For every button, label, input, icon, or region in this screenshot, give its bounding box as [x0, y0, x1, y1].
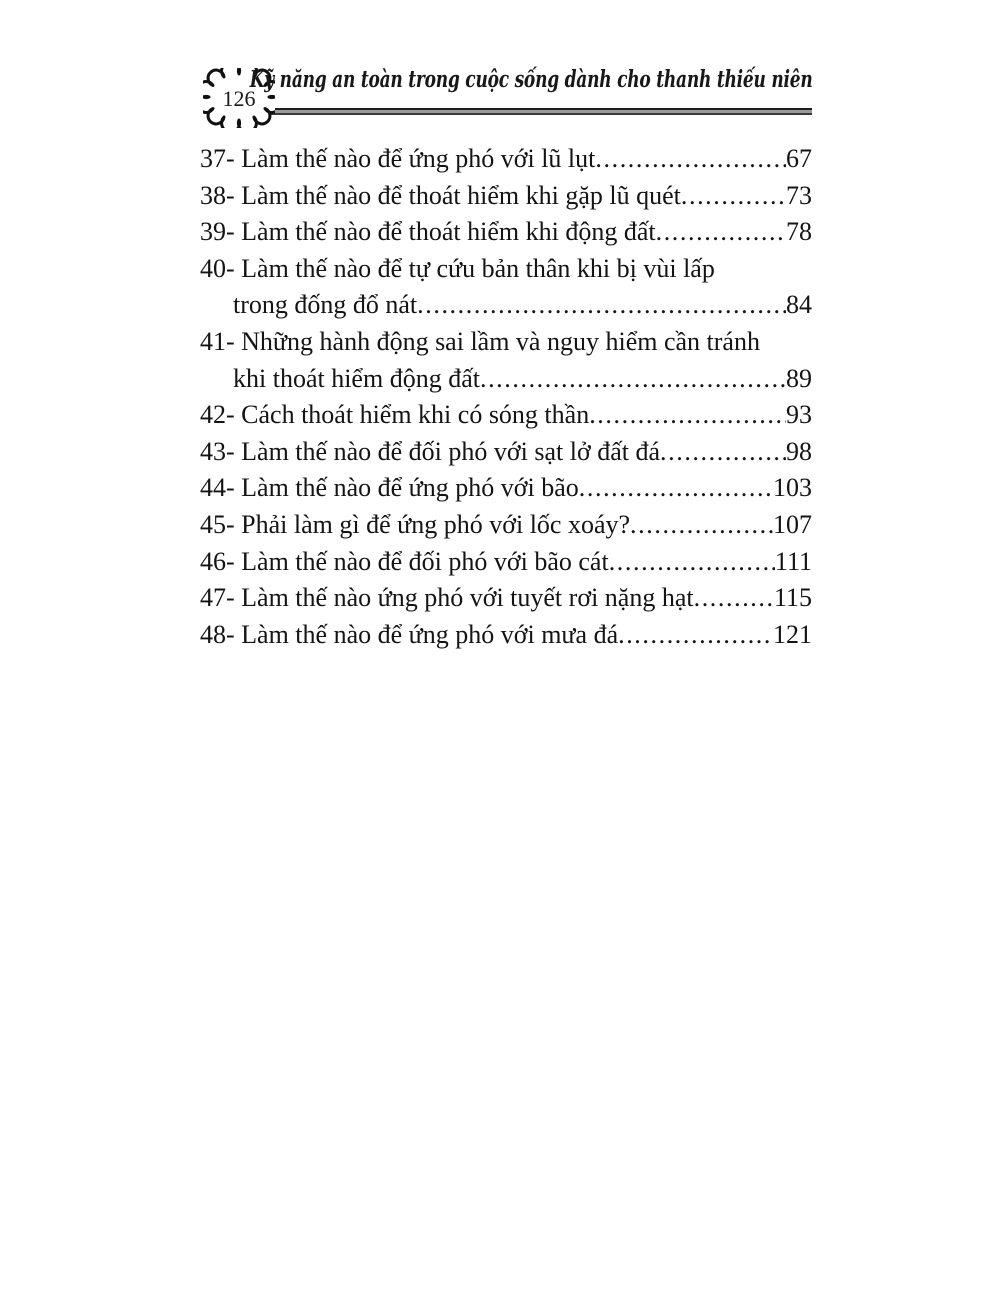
header-rule [256, 108, 812, 115]
toc-page-number: 103 [773, 473, 812, 503]
toc-entry-title: trong đống đổ nát [233, 290, 418, 320]
dot-leader [589, 397, 786, 434]
header-title: Kỹ năng an toàn trong cuộc sống dành cho thanh thiếu niên [249, 66, 812, 93]
toc-entry [200, 544, 812, 581]
toc-page-number: 107 [773, 509, 812, 539]
toc-entry [200, 324, 812, 361]
page-number: 126 [222, 86, 256, 111]
toc-entry-title: 44- Làm thế nào để ứng phó với bão [200, 473, 579, 503]
toc-entry [200, 251, 812, 288]
toc-entry [200, 214, 812, 251]
dot-leader [630, 507, 773, 544]
dot-leader [417, 287, 786, 324]
table-of-contents [200, 141, 812, 653]
toc-page-number: 115 [773, 583, 812, 613]
toc-entry-title: 47- Làm thế nào ứng phó với tuyết rơi nặng hạt [200, 583, 694, 613]
toc-entry-title: 45- Phải làm gì để ứng phó với lốc xoáy? [200, 509, 631, 539]
toc-entry-title: 40- Làm thế nào để tự cứu bản thân khi bị vùi lấp [200, 253, 715, 283]
toc-entry-title: 39- Làm thế nào để thoát hiểm khi động đất [200, 217, 656, 247]
dot-leader [579, 470, 773, 507]
toc-entry-continuation [200, 361, 812, 398]
dot-leader [609, 544, 775, 581]
toc-page-number: 121 [773, 619, 812, 649]
toc-page-number: 93 [786, 400, 812, 430]
toc-entry-title: 42- Cách thoát hiểm khi có sóng thần [200, 400, 590, 430]
toc-entry [200, 141, 812, 178]
toc-entry-title: 37- Làm thế nào để ứng phó với lũ lụt [200, 144, 596, 173]
toc-entry [200, 507, 812, 544]
toc-page-number: 73 [786, 180, 812, 210]
toc-entry-title: 46- Làm thế nào để đối phó với bão cát [200, 546, 609, 576]
toc-page-number: 84 [786, 290, 812, 320]
dot-leader [660, 434, 786, 471]
toc-page-number: 111 [774, 546, 812, 576]
dot-leader [656, 214, 786, 251]
toc-entry-continuation [200, 287, 812, 324]
toc-entry-title: 43- Làm thế nào để đối phó với sạt lở đất đá [200, 436, 661, 466]
toc-page-number: 98 [786, 436, 812, 466]
toc-entry [200, 397, 812, 434]
toc-entry [200, 178, 812, 215]
dot-leader [480, 361, 786, 398]
toc-entry-title: 48- Làm thế nào để ứng phó với mưa đá [200, 619, 619, 649]
toc-page-number: 89 [786, 363, 812, 393]
toc-entry [200, 617, 812, 654]
dot-leader [694, 580, 774, 617]
toc-page-number: 78 [786, 217, 812, 247]
toc-entry [200, 580, 812, 617]
toc-entry-title: 38- Làm thế nào để thoát hiểm khi gặp lũ quét [200, 180, 681, 210]
toc-entry [200, 434, 812, 471]
toc-entry [200, 470, 812, 507]
dot-leader [595, 141, 786, 178]
toc-entry-title: 41- Những hành động sai lầm và nguy hiểm cần tránh [200, 326, 760, 356]
dot-leader [618, 617, 773, 654]
toc-entry-title: khi thoát hiểm động đất [233, 363, 480, 393]
toc-page-number: 67 [786, 144, 812, 173]
dot-leader [681, 178, 786, 215]
